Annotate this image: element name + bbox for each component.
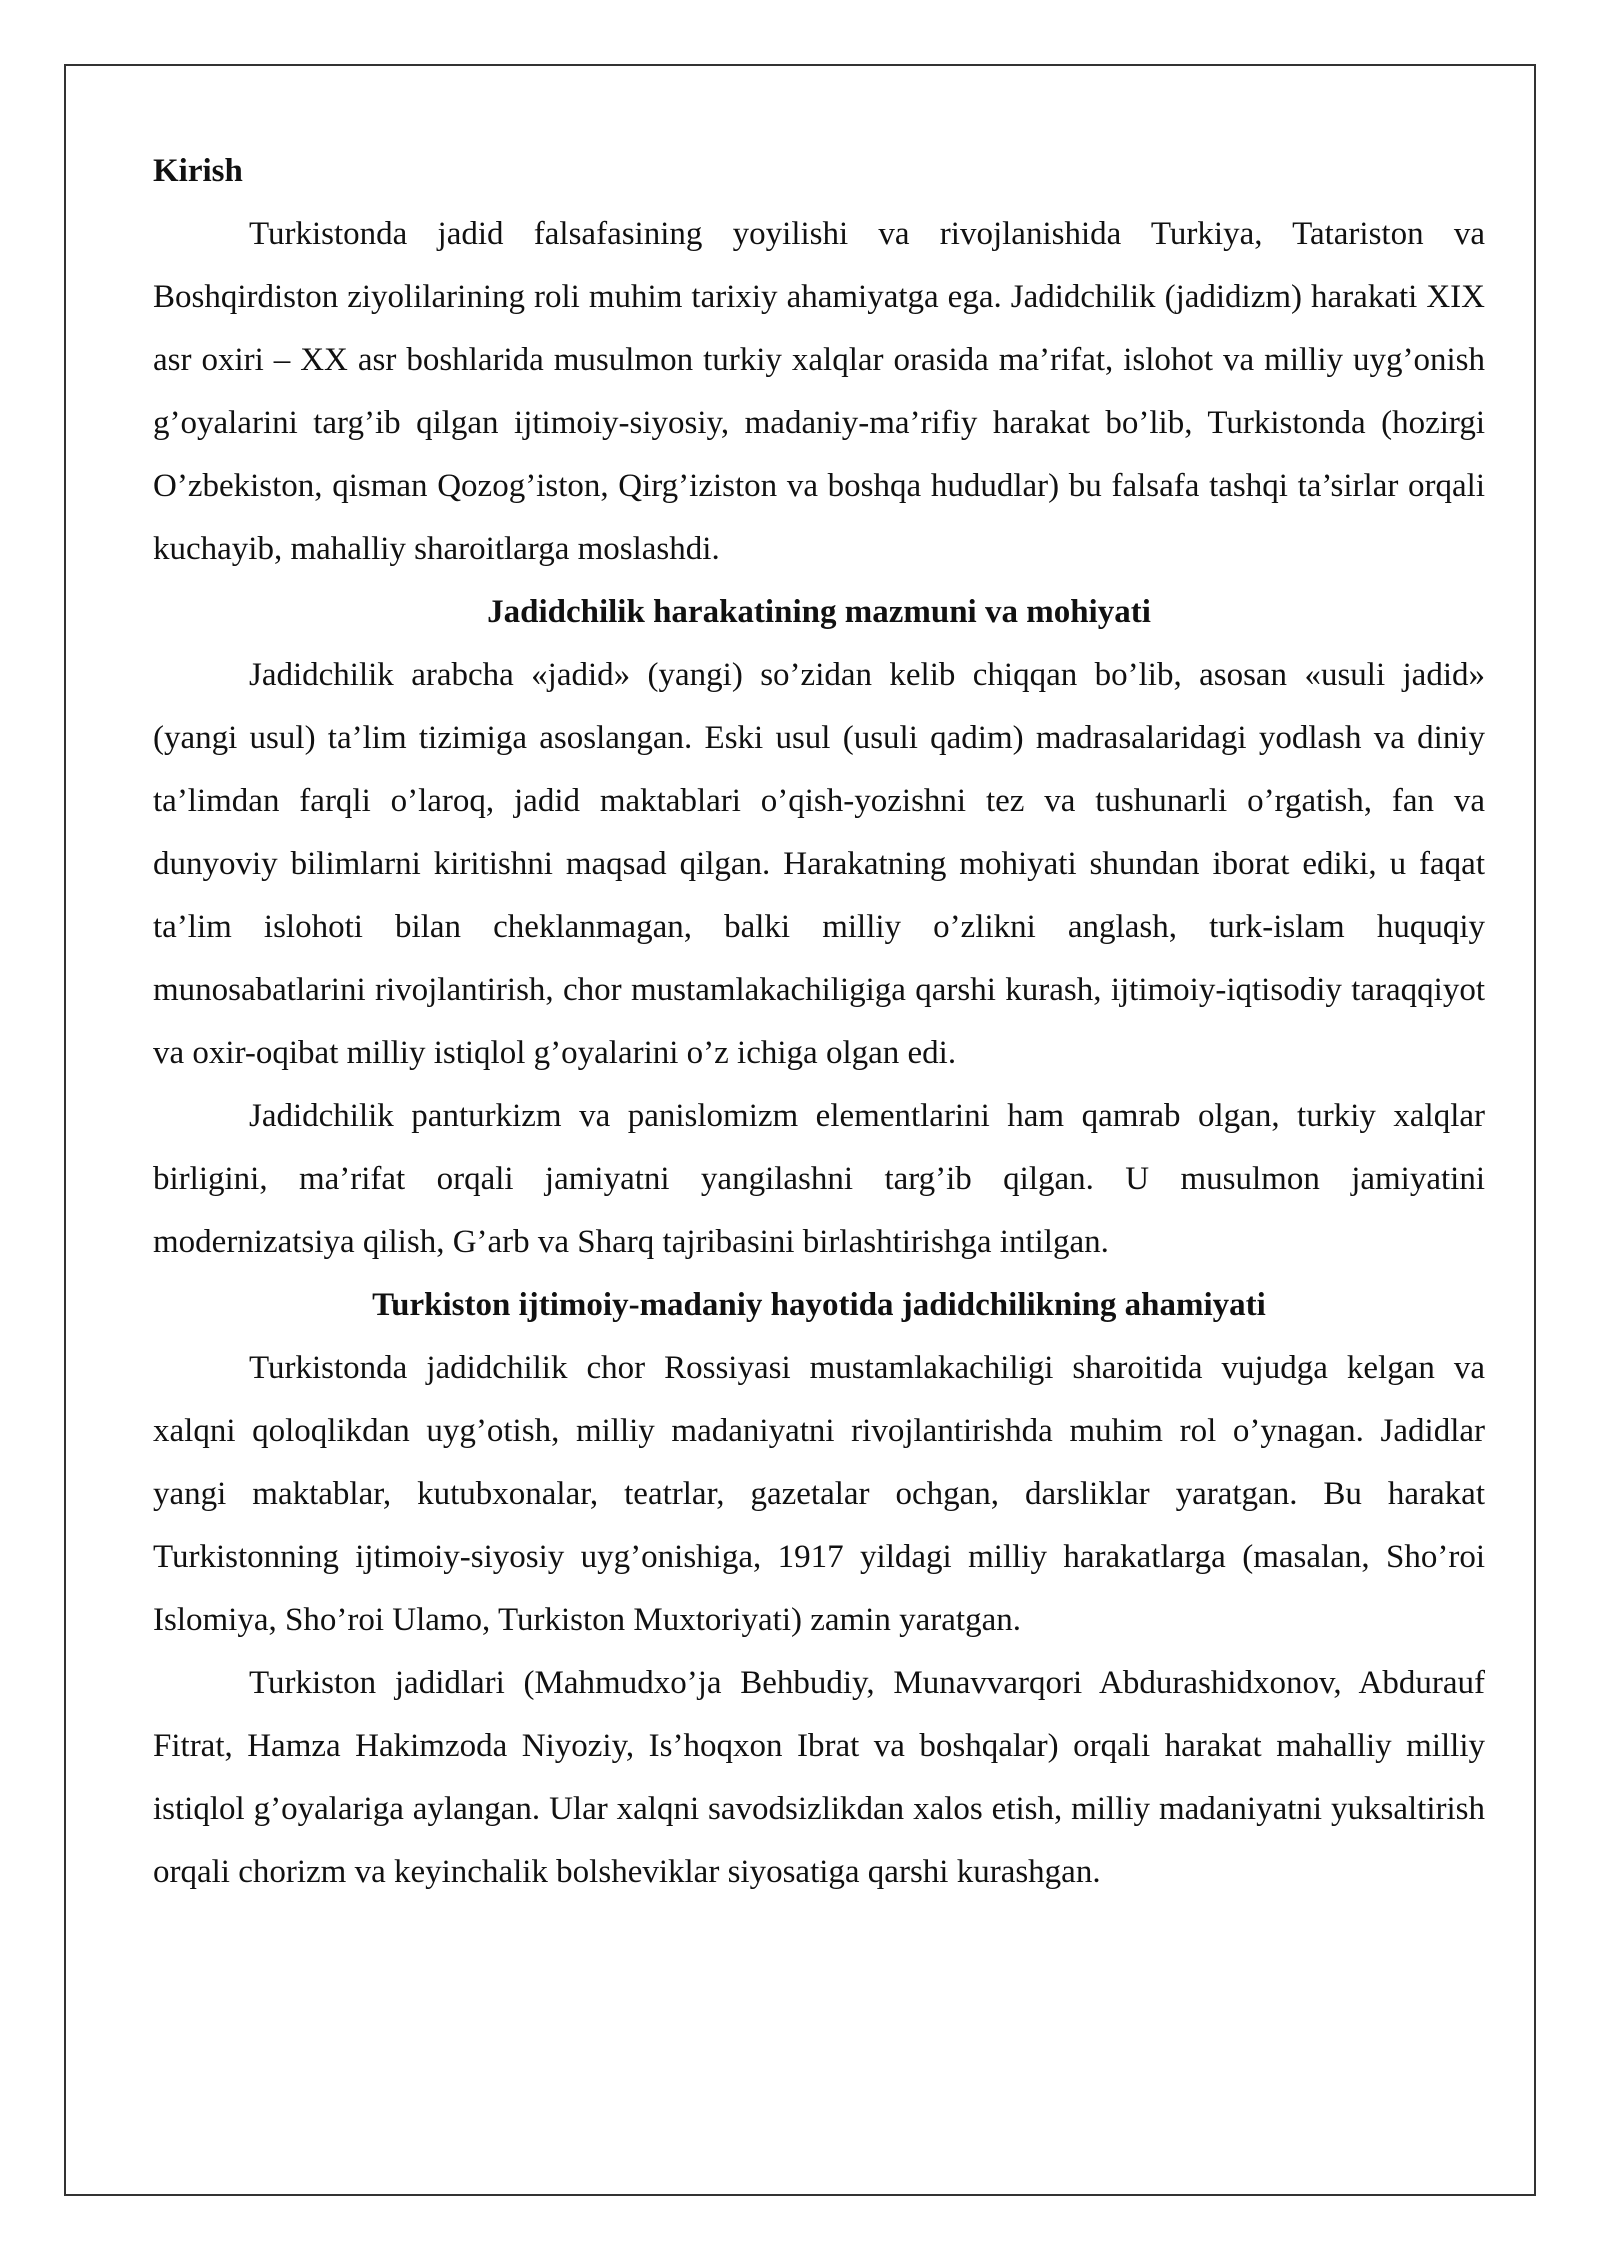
significance-paragraph-1: Turkistonda jadidchilik chor Rossiyasi mustamlakachiligi sharoitida vujudga kelgan va xalqni qoloqlikdan uyg’otish, milliy madaniyatni rivojlantirishda muhim rol o’ynagan. Jadidlar yangi maktablar, kutubxonalar, teatrlar, gazetalar ochgan, darsliklar yaratgan. Bu harakat Turkistonning ijtimoiy-siyosiy uyg’onishiga, 1917 yildagi milliy harakatlarga (masalan, Sho’roi Islomiya, Sho’roi Ulamo, Turkiston Muxtoriyati) zamin yaratgan.	[153, 1350, 1485, 1638]
section-heading-essence: Jadidchilik harakatining mazmuni va mohiyati	[487, 594, 1151, 630]
section-heading-significance: Turkiston ijtimoiy-madaniy hayotida jadidchilikning ahamiyati	[372, 1287, 1266, 1323]
intro-heading: Kirish	[153, 153, 243, 189]
essence-paragraph-1: Jadidchilik arabcha «jadid» (yangi) so’zidan kelib chiqqan bo’lib, asosan «usuli jadid» (yangi usul) ta’lim tizimiga asoslangan. Eski usul (usuli qadim) madrasalaridagi yodlash va diniy ta’limdan farqli o’laroq, jadid maktablari o’qish-yozishni tez va tushunarli o’rgatish, fan va dunyoviy bilimlarni kiritishni maqsad qilgan. Harakatning mohiyati shundan iborat ediki, u faqat ta’lim islohoti bilan cheklanmagan, balki milliy o’zlikni anglash, turk-islam huquqiy munosabatlarini rivojlantirish, chor mustamlakachiligiga qarshi kurash, ijtimoiy-iqtisodiy taraqqiyot va oxir-oqibat milliy istiqlol g’oyalarini o’z ichiga olgan edi.	[153, 657, 1485, 1071]
document-body	[153, 140, 1485, 1904]
intro-paragraph: Turkistonda jadid falsafasining yoyilishi va rivojlanishida Turkiya, Tatariston va Boshqirdiston ziyolilarining roli muhim tarixiy ahamiyatga ega. Jadidchilik (jadidizm) harakati XIX asr oxiri – XX asr boshlarida musulmon turkiy xalqlar orasida ma’rifat, islohot va milliy uyg’onish g’oyalarini targ’ib qilgan ijtimoiy-siyosiy, madaniy-ma’rifiy harakat bo’lib, Turkistonda (hozirgi O’zbekiston, qisman Qozog’iston, Qirg’iziston va boshqa hududlar) bu falsafa tashqi ta’sirlar orqali kuchayib, mahalliy sharoitlarga moslashdi.	[153, 216, 1485, 567]
significance-paragraph-2: Turkiston jadidlari (Mahmudxo’ja Behbudiy, Munavvarqori Abdurashidxonov, Abdurauf Fitrat, Hamza Hakimzoda Niyoziy, Is’hoqxon Ibrat va boshqalar) orqali harakat mahalliy milliy istiqlol g’oyalariga aylangan. Ular xalqni savodsizlikdan xalos etish, milliy madaniyatni yuksaltirish orqali chorizm va keyinchalik bolsheviklar siyosatiga qarshi kurashgan.	[153, 1665, 1485, 1890]
essence-paragraph-2: Jadidchilik panturkizm va panislomizm elementlarini ham qamrab olgan, turkiy xalqlar birligini, ma’rifat orqali jamiyatni yangilashni targ’ib qilgan. U musulmon jamiyatini modernizatsiya qilish, G’arb va Sharq tajribasini birlashtirishga intilgan.	[153, 1098, 1485, 1260]
